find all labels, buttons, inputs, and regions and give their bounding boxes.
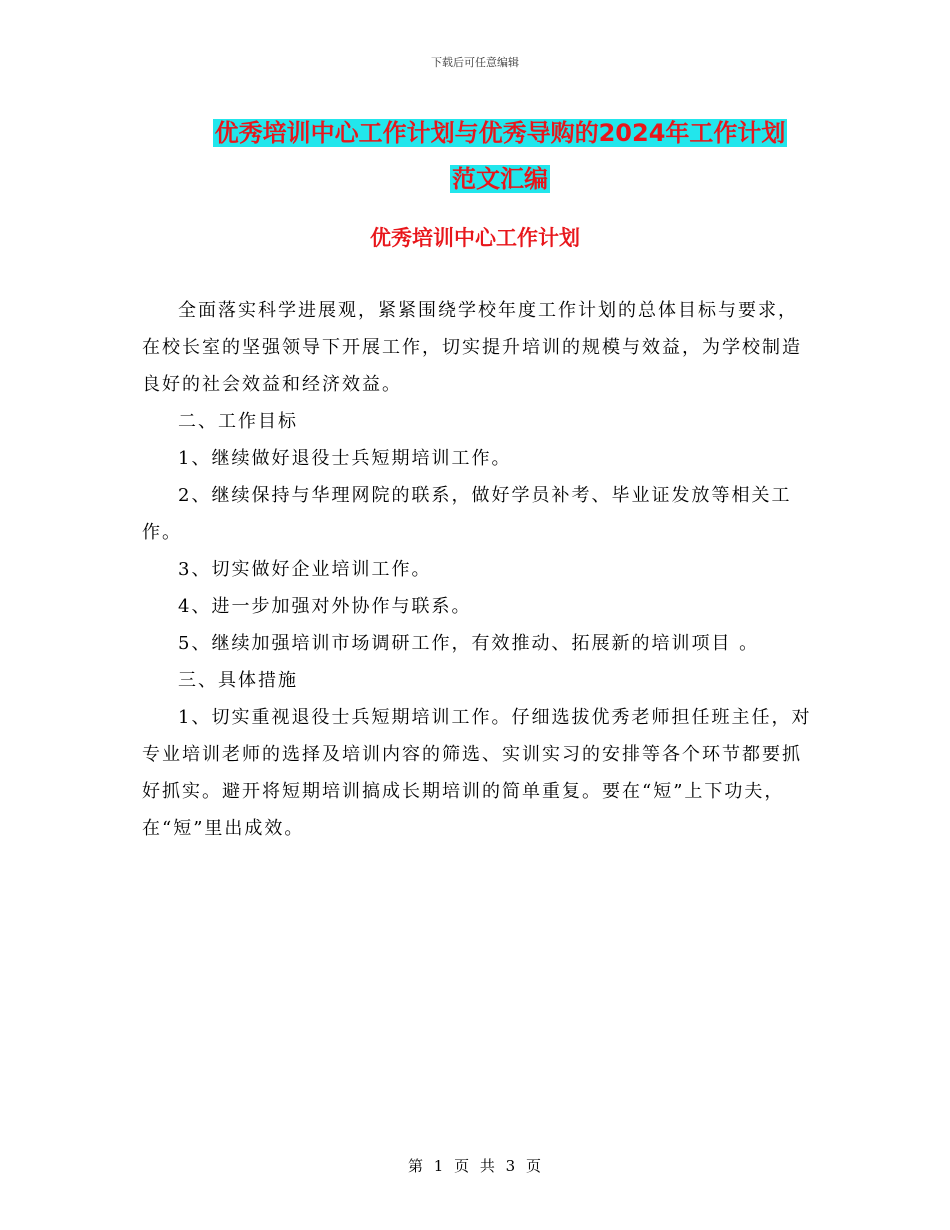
measure-item-1: 1、切实重视退役士兵短期培训工作。仔细选拔优秀老师担任班主任，对专业培训老师的选择及培训内容的筛选、实训实习的安排等各个环节都要抓好抓实。避开将短期培训搞成长期培训的简单重复。要在“短”上下功夫，在“短”里出成效。 <box>142 707 812 839</box>
goal-item-4: 4、进一步加强对外协作与联系。 <box>178 596 472 617</box>
header-note: 下载后可任意编辑 <box>431 56 519 69</box>
goal-item-2: 2、继续保持与华理网院的联系，做好学员补考、毕业证发放等相关工作。 <box>142 485 792 543</box>
heading-work-goals: 二、工作目标 <box>178 411 298 432</box>
goal-item-5: 5、继续加强培训市场调研工作，有效推动、拓展新的培训项目 。 <box>178 633 760 654</box>
paragraph-intro: 全面落实科学进展观，紧紧围绕学校年度工作计划的总体目标与要求，在校长室的坚强领导下开展工作，切实提升培训的规模与效益，为学校制造良好的社会效益和经济效益。 <box>142 300 802 395</box>
document-title <box>180 110 820 202</box>
page-number: 第 1 页 共 3 页 <box>408 1157 542 1175</box>
goal-item-3: 3、切实做好企业培训工作。 <box>178 559 432 580</box>
section-body <box>142 292 814 847</box>
heading-measures: 三、具体措施 <box>178 670 298 691</box>
document-title-line-1: 优秀培训中心工作计划与优秀导购的2024年工作计划 <box>214 119 786 147</box>
goal-item-1: 1、继续做好退役士兵短期培训工作。 <box>178 448 512 469</box>
document-title-line-2: 范文汇编 <box>452 165 548 193</box>
section-title: 优秀培训中心工作计划 <box>370 226 580 250</box>
